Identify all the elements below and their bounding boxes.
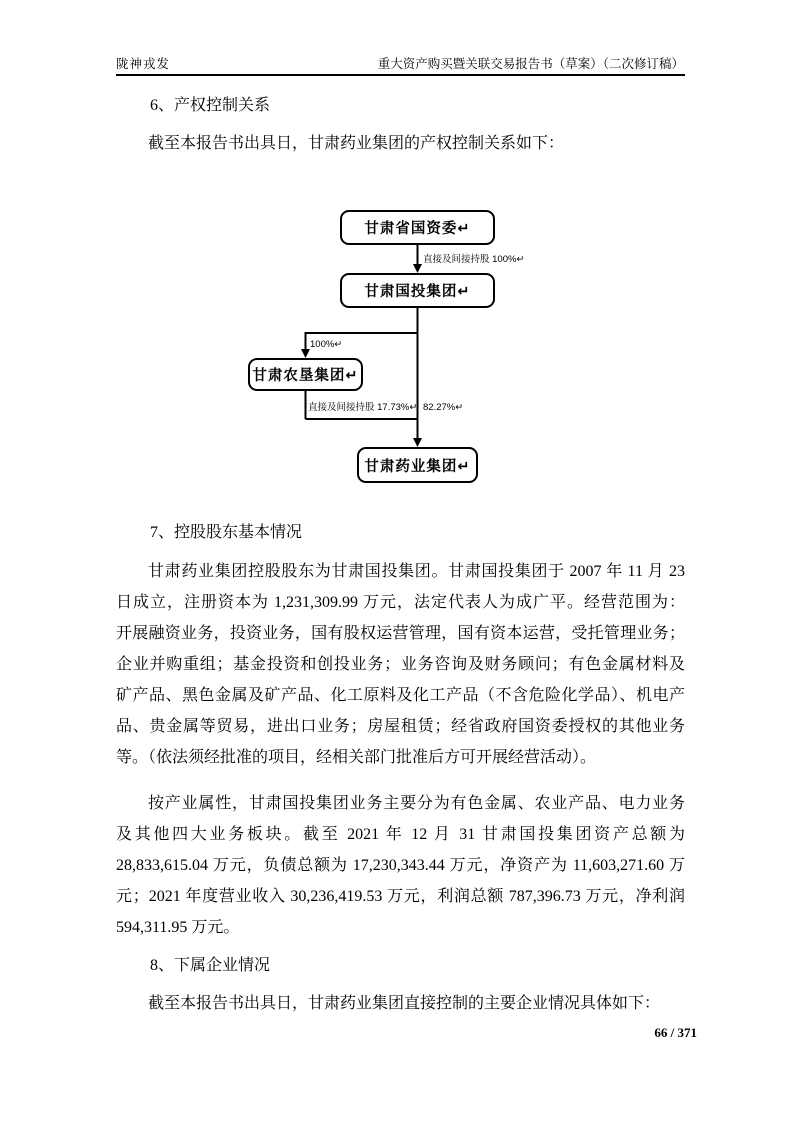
section-7-paragraph-2: [116, 788, 685, 943]
org-box-gansu-guotou-group: 甘肃国投集团↵: [340, 273, 495, 308]
paragraph-line: 甘肃药业集团控股股东为甘肃国投集团。甘肃国投集团于 2007 年 11 月 23: [148, 563, 685, 580]
shareholding-label-100: 100%↵: [310, 339, 343, 350]
shareholding-label-17-73-direct: 直接及间接持股 17.73%↵: [308, 402, 418, 413]
arrowhead-icon: [301, 349, 310, 358]
paragraph-line: 开展融资业务，投资业务，国有股权运营管理，国有资本运营，受托管理业务；: [116, 625, 685, 642]
section-7-paragraph-1: [116, 556, 685, 773]
section-6-intro: 截至本报告书出具日，甘肃药业集团的产权控制关系如下：: [148, 135, 565, 152]
org-box-gansu-sasac: 甘肃省国资委↵: [340, 210, 495, 245]
shareholding-label-100-direct: 直接及间接持股 100%↵: [423, 254, 525, 265]
header-rule: [116, 74, 685, 76]
shareholding-label-82-27: 82.27%↵: [423, 402, 464, 413]
section-8-heading: 8、下属企业情况: [150, 957, 271, 974]
org-box-gansu-nongken-group: 甘肃农垦集团↵: [248, 358, 363, 391]
section-6-heading: 6、产权控制关系: [150, 97, 271, 114]
paragraph-line: 日成立，注册资本为 1,231,309.99 万元，法定代表人为成广平。经营范围为：: [116, 594, 685, 611]
section-7-heading: 7、控股股东基本情况: [150, 524, 303, 541]
paragraph-line: 594,311.95 万元。: [116, 919, 240, 936]
paragraph-line: 及其他四大业务板块。截至 2021 年 12 月 31 甘肃国投集团资产总额为: [116, 826, 685, 843]
paragraph-line: 按产业属性，甘肃国投集团业务主要分为有色金属、农业产品、电力业务: [148, 795, 685, 812]
page-number: 66 / 371: [654, 1025, 697, 1040]
arrowhead-icon: [413, 264, 422, 273]
paragraph-line: 元；2021 年度营业收入 30,236,419.53 万元，利润总额 787,396.73 万元，净利润: [116, 888, 685, 905]
paragraph-line: 企业并购重组；基金投资和创投业务；业务咨询及财务顾问；有色金属材料及: [116, 656, 685, 673]
header-report-title: 重大资产购买暨关联交易报告书（草案）（二次修订稿）: [377, 57, 684, 71]
paragraph-line: 等。（依法须经批准的项目，经相关部门批准后方可开展经营活动）。: [116, 749, 597, 766]
org-box-gansu-pharma-group: 甘肃药业集团↵: [357, 447, 478, 483]
paragraph-line: 品、贵金属等贸易，进出口业务；房屋租赁；经省政府国资委授权的其他业务: [116, 718, 685, 735]
paragraph-line: 矿产品、黑色金属及矿产品、化工原料及化工产品（不含危险化学品）、机电产: [116, 687, 685, 704]
paragraph-line: 28,833,615.04 万元，负债总额为 17,230,343.44 万元，净资产为 11,603,271.60 万: [116, 857, 685, 874]
arrowhead-icon: [413, 438, 422, 447]
section-8-intro: 截至本报告书出具日，甘肃药业集团直接控制的主要企业情况具体如下：: [148, 995, 661, 1012]
header-company-short-name: 陇神戎发: [116, 57, 171, 71]
equity-control-diagram: [0, 200, 793, 492]
